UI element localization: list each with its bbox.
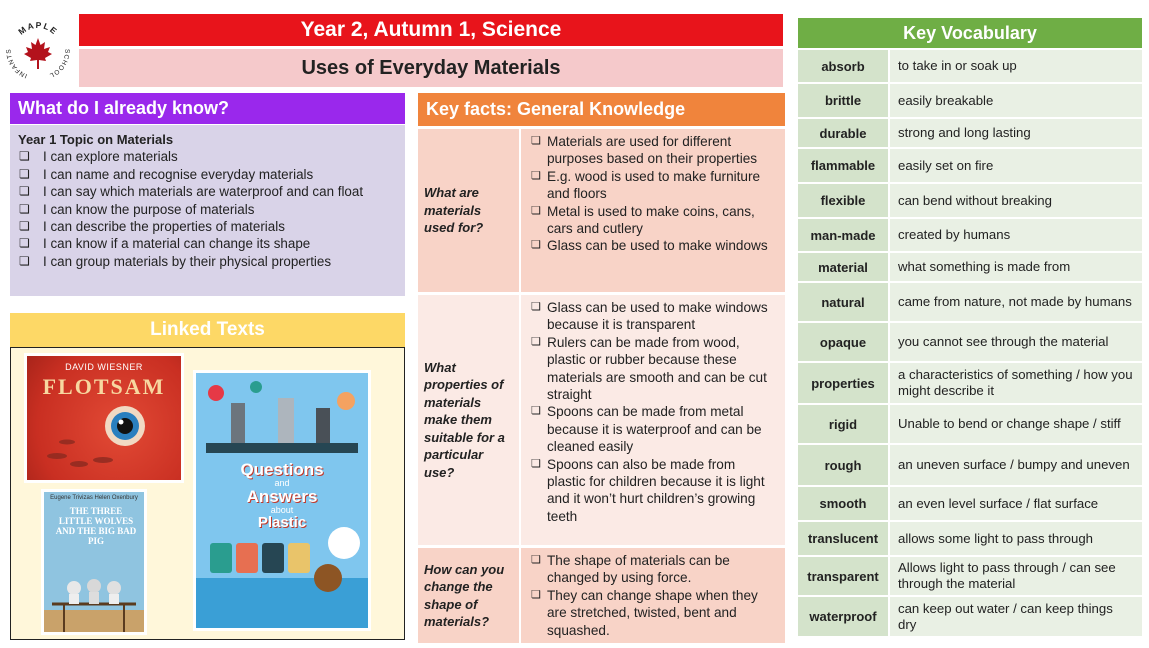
list-item: ❏ Glass can be used to make windows	[531, 237, 777, 254]
wolves-illustration	[44, 492, 144, 632]
vocabulary-row	[798, 119, 1142, 147]
vocabulary-row	[798, 597, 1142, 636]
vocabulary-term: durable	[798, 119, 888, 147]
list-item: ❏ Rulers can be made from wood, plastic or rubber because these materials are smooth and can be cut straight	[531, 334, 777, 404]
svg-text:SCHOOL	[48, 49, 70, 79]
vocabulary-definition: a characteristics of something / how you might describe it	[890, 363, 1142, 403]
vocabulary-row	[798, 487, 1142, 520]
vocabulary-term: flammable	[798, 149, 888, 182]
table-row	[418, 129, 785, 292]
vocabulary-term: properties	[798, 363, 888, 403]
svg-text:INFANTS	[6, 48, 29, 79]
table-row	[418, 548, 785, 643]
vocabulary-row	[798, 283, 1142, 321]
prior-knowledge-panel	[10, 125, 405, 296]
vocabulary-row	[798, 84, 1142, 117]
fact-question: What properties of materials make them suitable for a particular use?	[418, 295, 519, 545]
vocabulary-definition: you cannot see through the material	[890, 323, 1142, 361]
vocabulary-definition: Allows light to pass through / can see through the material	[890, 557, 1142, 595]
vocabulary-row	[798, 405, 1142, 443]
vocabulary-row	[798, 219, 1142, 251]
list-item: ❏ I can name and recognise everyday materials	[18, 166, 397, 183]
list-item: ❏ Metal is used to make coins, cans, cars and cutlery	[531, 203, 777, 238]
school-logo	[4, 14, 72, 82]
book-author: Eugene Trivizas Helen Oxenbury	[50, 495, 138, 501]
vocabulary-term: brittle	[798, 84, 888, 117]
maple-leaf-icon	[24, 38, 52, 69]
vocabulary-definition: what something is made from	[890, 253, 1142, 281]
fish-eye-illustration	[27, 356, 181, 480]
fact-question: How can you change the shape of materials?	[418, 548, 519, 643]
vocabulary-definition: easily set on fire	[890, 149, 1142, 182]
logo-right-text: SCHOOL	[47, 48, 71, 79]
vocabulary-term: smooth	[798, 487, 888, 520]
vocabulary-definition: to take in or soak up	[890, 50, 1142, 82]
vocabulary-definition: an uneven surface / bumpy and uneven	[890, 445, 1142, 485]
list-item: ❏ Glass can be used to make windows because it is transparent	[531, 299, 777, 334]
vocabulary-term: opaque	[798, 323, 888, 361]
list-item: ❏ E.g. wood is used to make furniture and floors	[531, 168, 777, 203]
logo-top-text: MAPLE	[16, 19, 60, 37]
book-cover-three-little-wolves	[41, 489, 147, 635]
list-item: ❏ The shape of materials can be changed by using force.	[531, 552, 777, 587]
list-item: ❏ I can know the purpose of materials	[18, 201, 397, 218]
page-title: Year 2, Autumn 1, Science	[79, 14, 783, 46]
vocabulary-row	[798, 445, 1142, 485]
vocabulary-definition: created by humans	[890, 219, 1142, 251]
vocabulary-term: material	[798, 253, 888, 281]
vocabulary-term: translucent	[798, 522, 888, 555]
book-title: THE THREE LITTLE WOLVES AND THE BIG BAD PIG	[55, 506, 137, 546]
vocabulary-definition: easily breakable	[890, 84, 1142, 117]
list-item: ❏ I can describe the properties of materials	[18, 218, 397, 235]
book-author: DAVID WIESNER	[65, 362, 143, 372]
vocabulary-row	[798, 522, 1142, 555]
vocabulary-definition: Unable to bend or change shape / stiff	[890, 405, 1142, 443]
vocabulary-definition: an even level surface / flat surface	[890, 487, 1142, 520]
list-item: ❏ Materials are used for different purposes based on their properties	[531, 133, 777, 168]
vocabulary-term: natural	[798, 283, 888, 321]
list-item: ❏ They can change shape when they are stretched, twisted, bent and squashed.	[531, 587, 777, 639]
linked-texts-panel	[10, 347, 405, 640]
vocabulary-definition: can keep out water / can keep things dry	[890, 597, 1142, 636]
vocabulary-term: rigid	[798, 405, 888, 443]
book-title: Questions and Answers about Plastic	[240, 460, 324, 531]
vocabulary-row	[798, 184, 1142, 217]
list-item: ❏ Spoons can be made from metal because it is waterproof and can be cleaned easily	[531, 403, 777, 455]
vocabulary-term: waterproof	[798, 597, 888, 636]
vocabulary-term: transparent	[798, 557, 888, 595]
book-title: FLOTSAM	[42, 374, 166, 399]
fact-answers	[521, 129, 785, 292]
list-item: ❏ I can say which materials are waterproof and can float	[18, 183, 397, 200]
svg-text:MAPLE	[16, 20, 59, 37]
vocabulary-row	[798, 363, 1142, 403]
vocabulary-definition: allows some light to pass through	[890, 522, 1142, 555]
vocabulary-term: rough	[798, 445, 888, 485]
linked-texts-heading: Linked Texts	[10, 313, 405, 347]
logo-left-text: INFANTS	[5, 48, 29, 80]
vocabulary-row	[798, 557, 1142, 595]
page-subtitle: Uses of Everyday Materials	[79, 49, 783, 87]
vocabulary-row	[798, 253, 1142, 281]
vocabulary-row	[798, 149, 1142, 182]
vocabulary-term: absorb	[798, 50, 888, 82]
fact-answers	[521, 548, 785, 643]
fact-answers	[521, 295, 785, 545]
list-item: ❏ I can know if a material can change its shape	[18, 235, 397, 252]
key-facts-heading: Key facts: General Knowledge	[418, 93, 785, 126]
vocabulary-definition: came from nature, not made by humans	[890, 283, 1142, 321]
book-cover-questions-answers-plastic	[193, 370, 371, 631]
vocabulary-definition: can bend without breaking	[890, 184, 1142, 217]
vocabulary-term: man-made	[798, 219, 888, 251]
book-cover-flotsam	[24, 353, 184, 483]
vocabulary-term: flexible	[798, 184, 888, 217]
prior-knowledge-subheading: Year 1 Topic on Materials	[18, 132, 174, 147]
vocabulary-row	[798, 50, 1142, 82]
vocabulary-definition: strong and long lasting	[890, 119, 1142, 147]
table-row	[418, 295, 785, 545]
prior-knowledge-list	[18, 148, 397, 270]
prior-knowledge-heading: What do I already know?	[10, 93, 405, 124]
list-item: ❏ I can explore materials	[18, 148, 397, 165]
vocabulary-row	[798, 323, 1142, 361]
list-item: ❏ I can group materials by their physical properties	[18, 253, 397, 270]
fact-question: What are materials used for?	[418, 129, 519, 292]
list-item: ❏ Spoons can also be made from plastic for children because it is light and it won’t hurt children’s growing teeth	[531, 456, 777, 526]
vocabulary-heading: Key Vocabulary	[798, 18, 1142, 48]
